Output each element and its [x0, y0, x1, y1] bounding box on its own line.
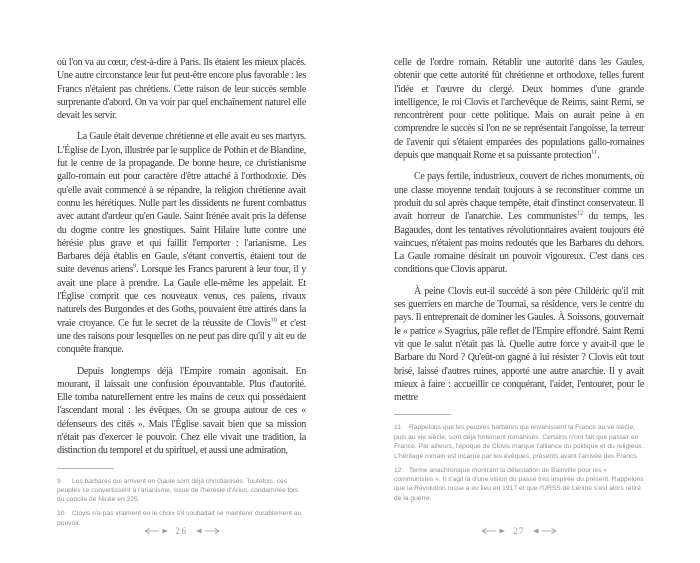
text-column — [57, 56, 306, 533]
footnote-number: 12 — [394, 466, 402, 474]
footnote-number: 11 — [394, 424, 401, 432]
footnote-rule — [394, 414, 451, 415]
footnote-number: 9 — [57, 477, 61, 485]
footnote: 12 Terme anachronique montrant la détestation de Bainville pour les « communistes ». Il s'agit là d'une vision du passé très inspirée du présent. Rappelons que la Révolution russe a eu lieu en 1917 et que l'URSS de Lénine s'est alors retiré de la guerre. — [394, 466, 644, 502]
page-left — [57, 0, 306, 563]
page-number: 26 — [175, 526, 188, 536]
body-paragraph: où l'on va au cœur, c'est-à-dire à Paris. Ils étaient les mieux placés. Une autre circonstance leur fut peut-être encore plus favorable : les Francs n'étaient pas chrétiens. Cette raison de leur succès semble surprenante d'abord. On va voir par quel enchaînement naturel elle devait les servir. — [57, 57, 306, 122]
footnote-rule — [57, 468, 114, 469]
page-number: 27 — [513, 526, 525, 536]
footnote: 11 Rappelons que les peuples barbares qui envahissent la France au ve siècle, puis au vie siècle, sont déjà fortement romanisés. Certains n'ont fait que passer en France. Par ailleurs, l'époque de Clovis marque l'alliance du politique et du religieux. L'héritage romain est incarné par les évêques, présents avant l'arrivée des Francs. — [394, 424, 644, 460]
arrow-left-icon — [531, 527, 557, 535]
body-paragraph: Ce pays fertile, industrieux, couvert de riches monuments, où une classe moyenne tendait toujours à se reconstituer comme un produit du sol après chaque tempête, était d'instinct conservateur. Il avait horreur de l'anarchie. Les communistes$^{12}$ du temps, les Bagaudes, dont les tentatives révolutionnaires avaient toujours été vaincues, n'étaient pas moins redoutés que les Barbares du dehors. La Gaule romaine désirait un pouvoir vigoureux. C'est dans ces conditions que Clovis apparut. — [394, 171, 644, 276]
arrow-left-icon — [194, 527, 220, 535]
footnote-reference: 11 — [591, 148, 598, 156]
body-paragraph: À peine Clovis eut-il succédé à son père Childéric qu'il mit ses guerriers en marche de Tournai, sa résidence, vers le centre du pays. Il entreprenait de dominer les Gaules. À Soissons, gouvernait le « patrice » Syagrius, pâle reflet de l'Empire effondré. Saint Remi vit que le salut n'était pas là. Quelle autre force y avait-il que le Barbare du Nord ? Qu'eût-on gagné à lui résister ? Clovis eût tout brisé, laissé d'autres ruines, apporté une autre anarchie. Il y avait mieux à faire : accueillir ce conquérant, l'aider, l'entourer, pour le mettre — [394, 285, 644, 404]
body-paragraph: La Gaule était devenue chrétienne et elle avait eu ses martyrs. L'Église de Lyon, illustrée par le supplice de Pothin et de Blandine, fut le centre de la propagande. De bonne heure, ce christianisme gallo-romain eut pour caractère d'être attaché à l'orthodoxie. Dès qu'elle avait commencé à se répandre, la religion chrétienne avait connu les hérétiques. Nulle part les dissidents ne furent combattus avec autant d'ardeur qu'en Gaule. Saint Irénée avait pris la défense du dogme contre les gnostiques. Saint Hilaire lutte contre une hérésie plus grave et qui faillit l'emporter : l'arianisme. Les Barbares déjà établis en Gaule, s'étant convertis, étaient tout de suite devenus ariens$^9$. Lorsque les Francs parurent à leur tour, il y avait une place à prendre. La Gaule elle-même les appelait. Et l'Église comprit que ces nouveaux venus, ces païens, rivaux naturels des Burgondes et des Goths, pouvaient être attirés dans la vraie croyance. Ce fut le secret de la réussite de Clovis$^{10}$ et c'est une des raisons pour lesquelles on ne peut pas dire qu'il y ait eu de conquête franque. — [57, 131, 306, 356]
arrow-right-icon — [144, 527, 170, 535]
page-right — [394, 0, 644, 563]
footnote: 9 Les barbares qui arrivent en Gaule sont déjà christianisés. Toutefois, ces peuples se convertissent à l'arianisme, issue de l'hérésie d'Arius, condamnée lors du concile de Nicée en 325. — [57, 477, 299, 504]
arrow-right-icon — [481, 527, 507, 535]
footnote-reference: 10 — [270, 316, 277, 324]
footnote-reference: 9 — [132, 263, 137, 271]
text-column — [394, 56, 644, 508]
body-paragraph: Depuis longtemps déjà l'Empire romain agonisait. En mourant, il laissait une confusion épouvantable. Plus d'autorité. Elle tomba naturellement entre les mains de ceux qui possédaient l'ascendant moral : les évêques. On se groupa autour de ces « défenseurs des cités ». Mais l'Église savait bien que sa mission n'était pas d'exercer le pouvoir. Chez elle vivait une tradition, la distinction du temporel et du spirituel, et aussi une admiration, — [57, 365, 306, 457]
page-footer — [394, 526, 644, 536]
page-footer — [57, 526, 306, 536]
footnote-reference: 12 — [576, 209, 584, 217]
footnote-number: 10 — [57, 510, 65, 518]
body-paragraph: celle de l'ordre romain. Rétablir une autorité dans les Gaules, obtenir que cette autorité fût chrétienne et orthodoxe, telles furent l'idée et l'œuvre du clergé. Deux hommes d'une grande intelligence, le roi Clovis et l'archevêque de Reims, saint Remi, se rencontrèrent pour cette politique. Mais on aurait peine à en comprendre le succès si l'on ne se représentait l'angoisse, la terreur de l'avenir qui s'étaient emparées des populations gallo-romaines depuis que manquait Rome et sa puissante protection$^{11}$. — [394, 57, 644, 162]
footnote: 10 Clovis n'a pas vraiment eu le choix s'il souhaitait se maintenir durablement au pouvoir. — [57, 510, 302, 527]
